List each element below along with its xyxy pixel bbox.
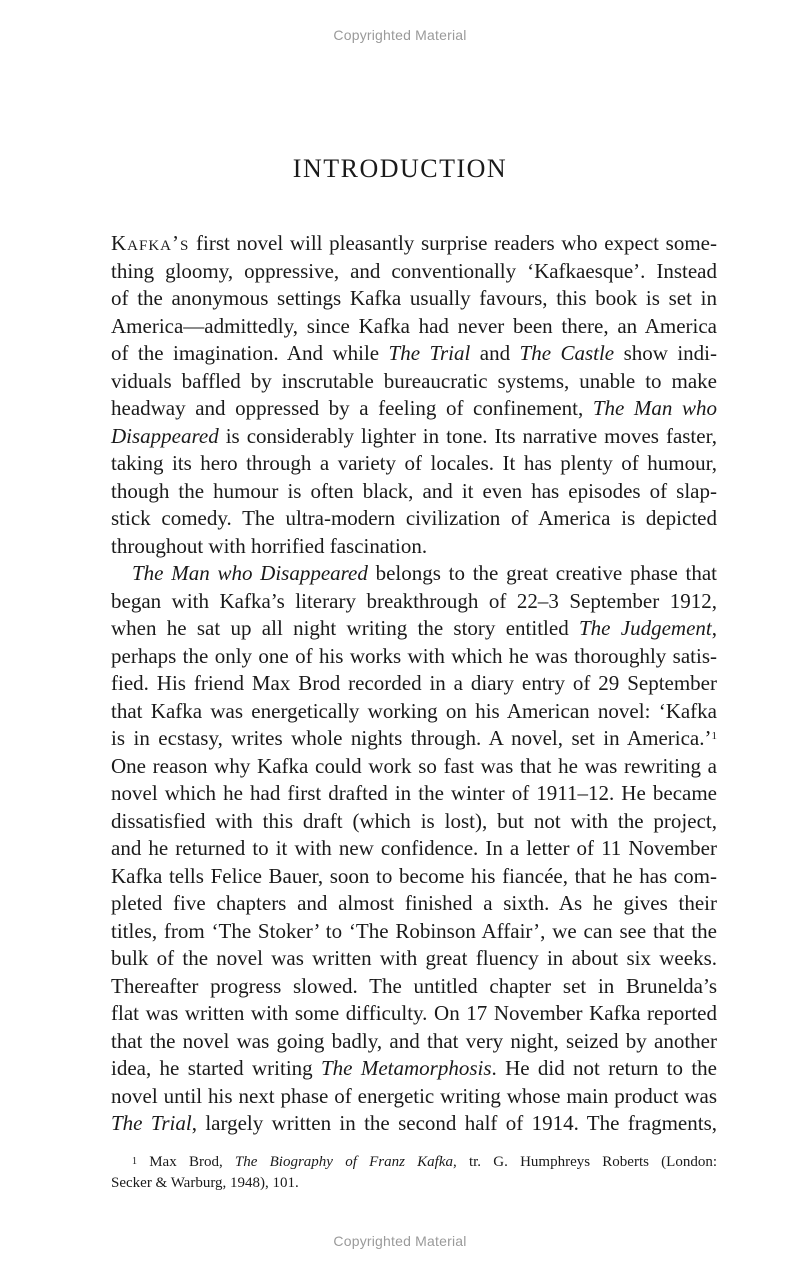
text-span: , largely written in the second half of 1914. The fragments, — [191, 1111, 717, 1135]
text-line — [111, 423, 717, 451]
text-line — [111, 725, 717, 753]
text-line: pleted five chapters and almost finished a sixth. As he gives their — [111, 891, 717, 915]
text-line — [111, 560, 717, 588]
text-span: of the imagination. And while — [111, 341, 389, 365]
text-line: America—admittedly, since Kafka had never been there, an America — [111, 313, 717, 338]
text-line: titles, from ‘The Stoker’ to ‘The Robinson Affair’, we can see that the — [111, 918, 717, 943]
copyright-watermark-top: Copyrighted Material — [333, 27, 467, 43]
text-line: fied. His friend Max Brod recorded in a diary entry of 29 September — [111, 671, 717, 695]
text-line — [111, 1055, 717, 1083]
text-line: perhaps the only one of his works with which he was thoroughly satis- — [111, 643, 717, 668]
text-span: , — [711, 616, 718, 640]
text-span: is considerably lighter in tone. Its narrative moves faster, — [218, 423, 717, 448]
footnote — [111, 1152, 717, 1194]
title-italic: The Metamorphosis — [321, 1056, 492, 1080]
title-italic: The Trial — [388, 341, 471, 365]
text-line — [111, 1110, 717, 1138]
body-text — [111, 230, 717, 1138]
title-italic: The Trial — [111, 1111, 192, 1135]
text-span: , tr. G. Humphreys Roberts (London: — [452, 1154, 717, 1170]
footnote-line — [111, 1152, 717, 1173]
text-line: throughout with horrified fascination. — [111, 533, 428, 558]
text-span: Max Brod, — [137, 1154, 235, 1170]
text-line: viduals baffled by inscrutable bureaucratic systems, unable to make — [111, 368, 717, 393]
footnote-line: Secker & Warburg, 1948), 101. — [111, 1175, 299, 1191]
text-span: . He did not return to the — [491, 1056, 717, 1080]
footnote-marker: 1 — [711, 730, 717, 742]
title-italic: Disappeared — [111, 423, 219, 448]
text-span: show indi- — [614, 341, 718, 365]
text-line: novel until his next phase of energetic writing whose main product was — [111, 1083, 717, 1108]
text-line: of the anonymous settings Kafka usually favours, this book is set in — [111, 286, 717, 310]
text-line: stick comedy. The ultra-modern civilization of America is depicted — [111, 506, 717, 530]
text-line — [111, 615, 717, 643]
small-caps-opening: Kafka’s — [111, 231, 190, 255]
text-line: that the novel was going badly, and that very night, seized by another — [111, 1028, 717, 1053]
text-line: and he returned to it with new confidence. In a letter of 11 November — [111, 836, 717, 860]
text-span: first novel will pleasantly surprise readers who expect some- — [189, 231, 717, 255]
text-line: novel which he had first drafted in the winter of 1911–12. He became — [111, 781, 717, 805]
text-span: headway and oppressed by a feeling of confinement, — [111, 396, 593, 420]
text-line — [111, 395, 717, 423]
text-span: when he sat up all night writing the story entitled — [111, 616, 579, 640]
text-span: is in ecstasy, writes whole nights through. A novel, set in America.’ — [111, 726, 712, 750]
text-span: and — [470, 341, 520, 365]
text-line: began with Kafka’s literary breakthrough of 22–3 September 1912, — [111, 588, 717, 613]
text-span: belongs to the great creative phase that — [367, 561, 717, 585]
title-italic: The Castle — [519, 341, 615, 365]
text-line: flat was written with some difficulty. On 17 November Kafka reported — [111, 1001, 717, 1025]
text-line: thing gloomy, oppressive, and conventionally ‘Kafkaesque’. Instead — [111, 258, 717, 283]
copyright-watermark-bottom: Copyrighted Material — [333, 1233, 467, 1249]
text-line — [111, 230, 717, 258]
text-line: taking its hero through a variety of locales. It has plenty of humour, — [111, 451, 717, 475]
text-line: that Kafka was energetically working on his American novel: ‘Kafka — [111, 698, 717, 723]
text-line: bulk of the novel was written with great fluency in about six weeks. — [111, 946, 717, 970]
text-line — [111, 340, 717, 368]
title-italic: The Biography of Franz Kafka — [234, 1154, 453, 1170]
text-line: Kafka tells Felice Bauer, soon to become his fiancée, that he has com- — [111, 863, 717, 888]
text-span: idea, he started writing — [111, 1056, 321, 1080]
footnote-number: 1 — [132, 1156, 137, 1167]
text-line: though the humour is often black, and it even has episodes of slap- — [111, 478, 717, 503]
text-line: dissatisfied with this draft (which is lost), but not with the project, — [111, 808, 717, 833]
chapter-title: INTRODUCTION — [292, 154, 508, 183]
text-line: Thereafter progress slowed. The untitled chapter set in Brunelda’s — [111, 973, 717, 998]
text-line: One reason why Kafka could work so fast was that he was rewriting a — [111, 753, 717, 778]
title-italic: The Man who — [592, 396, 717, 420]
title-italic: The Judgement — [579, 616, 712, 640]
title-italic: The Man who Disappeared — [132, 561, 368, 585]
